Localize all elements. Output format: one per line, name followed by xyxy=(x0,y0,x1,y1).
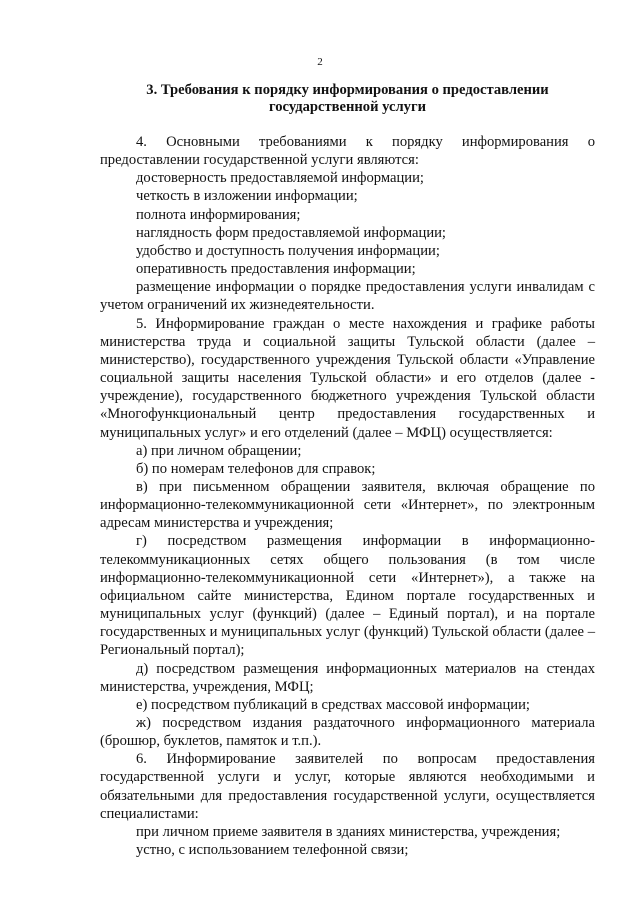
paragraph-5-item-e: е) посредством публикаций в средствах массовой информации; xyxy=(136,696,530,713)
requirement-item: полнота информирования; xyxy=(136,206,301,223)
requirement-item: удобство и доступность получения информации; xyxy=(136,242,440,259)
paragraph-5-item-b: б) по номерам телефонов для справок; xyxy=(136,460,376,477)
section-heading-line-2: государственной услуги xyxy=(268,99,427,115)
requirement-item: достоверность предоставляемой информации; xyxy=(136,170,424,187)
requirement-item-last: размещение информации о порядке предоставления услуги инвалидам с учетом ограничений их жизнедеятельности. xyxy=(100,279,595,314)
document-body xyxy=(100,133,595,859)
paragraph-5-item-a: а) при личном обращении; xyxy=(136,442,302,459)
section-heading-line-1: 3. Требования к порядку информирования о предоставлении xyxy=(146,82,549,98)
paragraph-5-item-zh: ж) посредством издания раздаточного информационного материала (брошюр, буклетов, памяток и т.п.). xyxy=(100,715,595,750)
paragraph-5-item-d: д) посредством размещения информационных материалов на стендах министерства, учреждения, МФЦ; xyxy=(100,660,595,695)
page-number: 2 xyxy=(317,56,323,68)
paragraph-6-item: при личном приеме заявителя в зданиях министерства, учреждения; xyxy=(136,823,561,840)
paragraph-5-item-g: г) посредством размещения информации в информационно-телекоммуникационных сетях общего пользования (в том числе информационно-телекоммуникационной сети «Интернет»), а также на официальном сайте министерства, Едином портале государственных и муниципальных услуг (функций) (далее – Единый портал), и на портале государственных и муниципальных услуг (функций) Тульской области (далее – Региональный портал); xyxy=(100,533,595,659)
requirement-item: оперативность предоставления информации; xyxy=(136,261,416,278)
paragraph-5-item-v: в) при письменном обращении заявителя, включая обращение по информационно-телекоммуникационной сети «Интернет», по электронным адресам министерства и учреждения; xyxy=(100,478,595,532)
paragraph-6-item: устно, с использованием телефонной связи; xyxy=(136,842,409,859)
paragraph-6-intro: 6. Информирование заявителей по вопросам предоставления государственной услуги и услуг, которые являются необходимыми и обязательными для предоставления государственной услуги, осуществляется специалистами: xyxy=(100,751,595,822)
requirement-item: четкость в изложении информации; xyxy=(136,188,358,205)
paragraph-4-intro: 4. Основными требованиями к порядку информирования о предоставлении государственной услуги являются: xyxy=(100,134,595,169)
section-heading xyxy=(100,82,595,116)
paragraph-5-intro: 5. Информирование граждан о месте нахождения и графике работы министерства труда и социальной защиты Тульской области (далее – министерство), государственного учреждения Тульской области «Управление социальной защиты населения Тульской области» и его отделов (далее - учреждение), государственного бюджетного учреждения Тульской области «Многофункциональный центр предоставления государственных и муниципальных услуг» и его отделений (далее – МФЦ) осуществляется: xyxy=(100,315,595,441)
requirement-item: наглядность форм предоставляемой информации; xyxy=(136,224,446,241)
